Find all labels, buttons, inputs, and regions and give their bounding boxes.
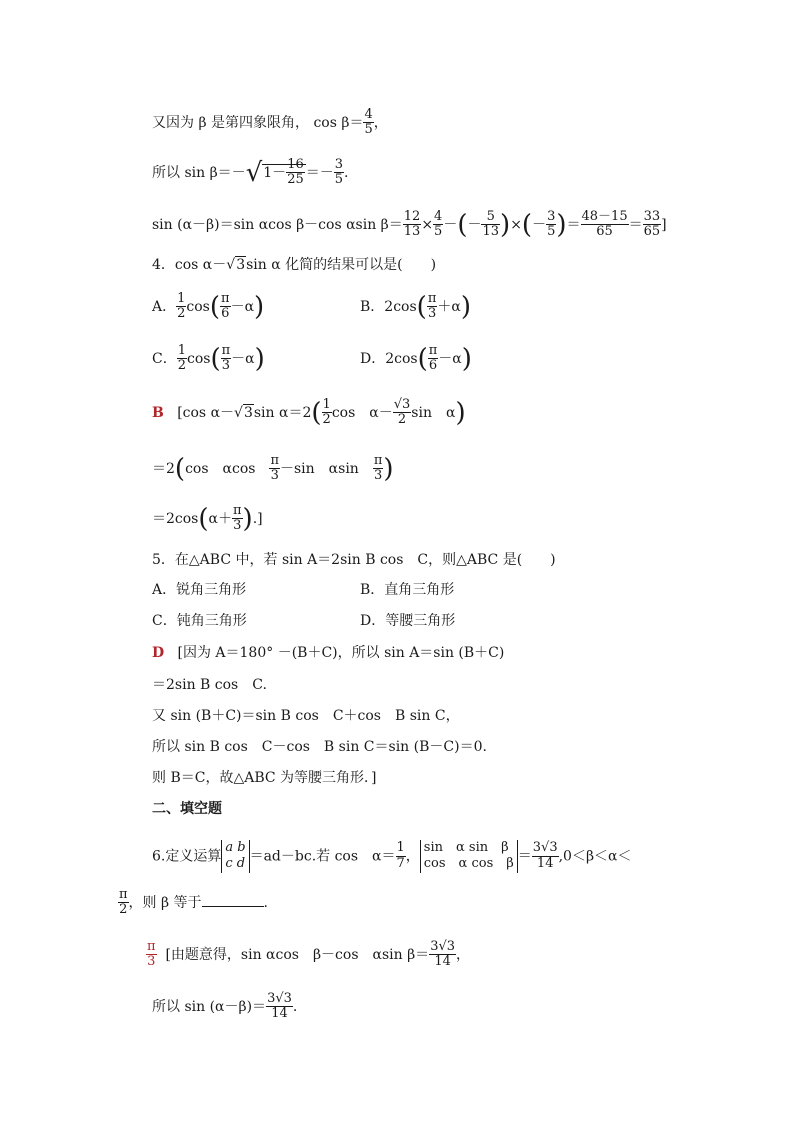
q4-solution-line-1: B [cos α－√3sin α＝2( $\frac{1}{2}$ cos α－ $\frac{√3}{2}$ sin α): [152, 397, 466, 428]
q5-solution-line-2: ＝2sin B cos C.: [152, 677, 267, 693]
text-line-sin-beta: 所以 sin β＝－√1－ $\frac{16}{25}$ ＝－ $\frac{3}{5}$ .: [152, 157, 349, 188]
q4-option-b: B．2cos( $\frac{\pi}{3}$ ＋α): [360, 291, 471, 322]
question-6-line-2: $\frac{\pi}{2}$ ，则 β 等于 .: [119, 887, 268, 918]
q4-option-c: C． $\frac{1}{2}$ cos( $\frac{\pi}{3}$ －α): [152, 343, 265, 374]
fraction: $\frac{4}{5}$: [364, 107, 373, 138]
q5-solution-line-5: 则 B＝C，故△ABC 为等腰三角形．]: [152, 770, 377, 786]
q5-solution-line-3: 又 sin (B＋C)＝sin B cos C＋cos B sin C，: [152, 708, 460, 724]
answer-letter: D: [152, 645, 165, 661]
determinant-trig: sin α sin β cos α cos β: [420, 840, 518, 873]
q5-solution-line-4: 所以 sin B cos C－cos B sin C＝sin (B－C)＝0.: [152, 739, 487, 755]
answer-fraction: $\frac{\pi}{3}$: [147, 939, 156, 970]
text-line-beta-quadrant: 又因为 β 是第四象限角， cos β＝ $\frac{4}{5}$ ，: [152, 107, 388, 138]
q4-solution-line-3: ＝2cos(α＋ $\frac{\pi}{3}$ ).]: [152, 503, 263, 534]
section-heading-fill-in: 二、填空题: [152, 801, 222, 817]
question-4-stem: 4．cos α－√3sin α 化简的结果可以是( ): [152, 257, 437, 273]
text-line-sin-difference: sin (α－β)＝sin αcos β－cos αsin β＝ $\frac{12}{13}$ × $\frac{4}{5}$ －(－ $\frac{5}{13}$ )×(－ $\frac{3}{5}$ )＝ $\frac{48-15}{65}$ ＝ $\frac{33}{65}$ ]: [152, 209, 667, 240]
determinant-definition: a b c d: [221, 840, 249, 873]
q6-solution-line-2: 所以 sin (α－β)＝ $\frac{3√3}{14}$ .: [152, 991, 298, 1022]
answer-blank: [202, 905, 264, 907]
q5-option-c: C．钝角三角形: [152, 613, 247, 629]
sqrt-icon: √: [234, 404, 243, 421]
q4-solution-line-2: ＝2(cos αcos $\frac{\pi}{3}$ －sin αsin $\frac{\pi}{3}$ ): [152, 453, 394, 484]
q5-option-b: B．直角三角形: [360, 582, 455, 598]
q5-solution-line-1: D [因为 A＝180° －(B＋C)，所以 sin A＝sin (B＋C): [152, 645, 505, 661]
question-6-stem: 6.定义运算 a b c d ＝ad－bc.若 cos α＝ $\frac{1}{7}$ ， sin α sin β cos α cos β ＝ $\frac{3√3}{14}$ ,0＜β＜α＜: [152, 840, 632, 872]
sqrt-icon: √: [245, 157, 263, 188]
answer-letter: B: [152, 404, 164, 421]
q5-option-a: A．锐角三角形: [152, 582, 247, 598]
radicand: 1－ $\frac{16}{25}$: [263, 157, 304, 188]
q4-option-d: D．2cos( $\frac{\pi}{6}$ －α): [360, 343, 472, 374]
q5-option-d: D．等腰三角形: [360, 613, 456, 629]
q6-solution-line-1: $\frac{\pi}{3}$ [由题意得，sin αcos β－cos αsin β＝ $\frac{3√3}{14}$ ，: [147, 939, 471, 970]
q4-option-a: A． $\frac{1}{2}$ cos( $\frac{\pi}{6}$ －α): [152, 291, 265, 322]
sqrt-icon: √: [226, 257, 236, 273]
question-5-stem: 5．在△ABC 中，若 sin A＝2sin B cos C，则△ABC 是( ): [152, 552, 556, 568]
